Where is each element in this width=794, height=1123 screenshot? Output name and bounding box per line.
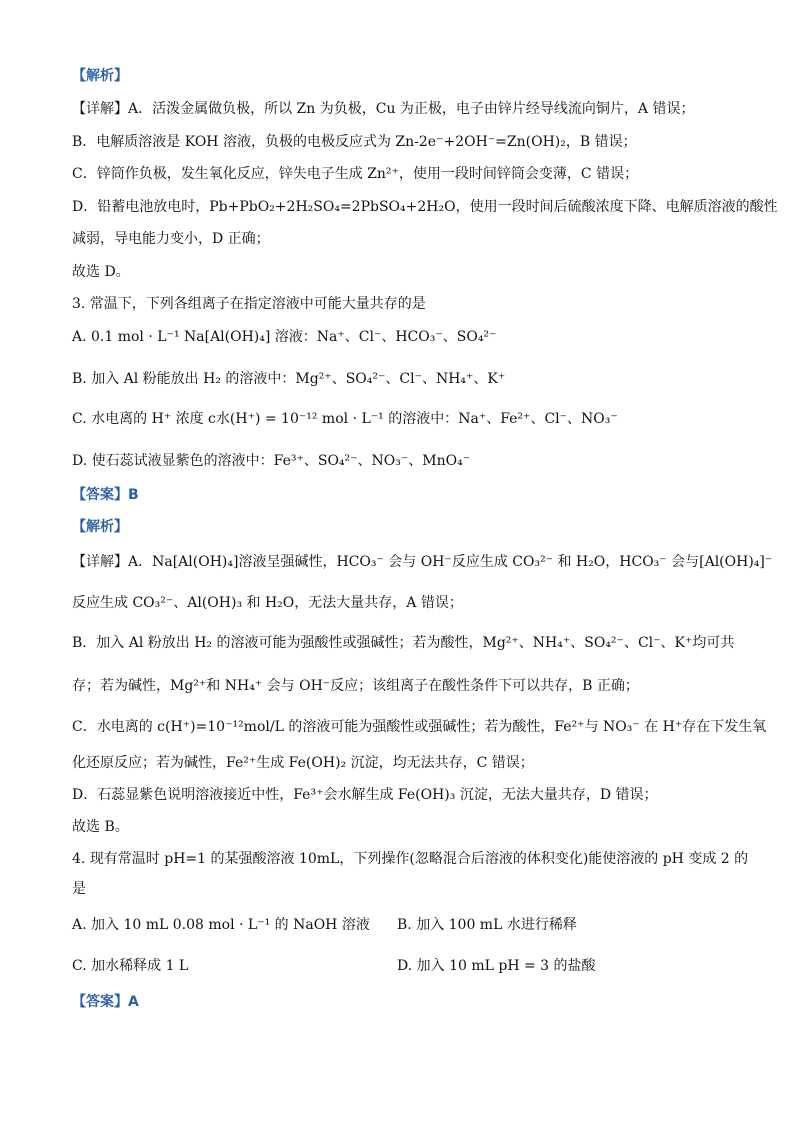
text-line: D. 使石蕊试液显紫色的溶液中：Fe³⁺、SO₄²⁻、NO₃⁻、MnO₄⁻ xyxy=(72,453,471,469)
q4-option-a: A. 加入 10 mL 0.08 mol · L⁻¹ 的 NaOH 溶液 xyxy=(72,917,370,933)
text-line: B. 加入 Al 粉能放出 H₂ 的溶液中：Mg²⁺、SO₄²⁻、Cl⁻、NH₄⁺、K⁺ xyxy=(72,371,506,387)
text-line: D．铅蓄电池放电时，Pb+PbO₂+2H₂SO₄=2PbSO₄+2H₂O，使用一段时间后硫酸浓度下降、电解质溶液的酸性 xyxy=(72,199,778,215)
q4-option-d: D. 加入 10 mL pH = 3 的盐酸 xyxy=(397,958,596,974)
text-line: A. 0.1 mol · L⁻¹ Na[Al(OH)₄] 溶液：Na⁺、Cl⁻、HCO₃⁻、SO₄²⁻ xyxy=(72,329,497,345)
text-line: C．锌筒作负极，发生氧化反应，锌失电子生成 Zn²⁺，使用一段时间锌筒会变薄，C 错误； xyxy=(72,166,639,182)
text-line: 故选 B。 xyxy=(72,819,129,835)
text-line: 3. 常温下，下列各组离子在指定溶液中可能大量共存的是 xyxy=(72,296,426,312)
q4-answer: 【答案】A xyxy=(72,994,139,1010)
text-line: C. 水电离的 H⁺ 浓度 c水(H⁺) = 10⁻¹² mol · L⁻¹ 的溶液中：Na⁺、Fe²⁺、Cl⁻、NO₃⁻ xyxy=(72,411,618,427)
text-line: 存；若为碱性，Mg²⁺和 NH₄⁺ 会与 OH⁻反应；该组离子在酸性条件下可以共存，B 正确； xyxy=(72,678,639,694)
q4-option-b: B. 加入 100 mL 水进行稀释 xyxy=(397,917,577,933)
text-line: 【答案】B xyxy=(72,487,139,503)
text-line: D．石蕊显紫色说明溶液接近中性，Fe³⁺会水解生成 Fe(OH)₃ 沉淀，无法大量共存，D 错误； xyxy=(72,787,658,803)
text-line: 【详解】A．Na[Al(OH)₄]溶液呈强碱性，HCO₃⁻ 会与 OH⁻反应生成 CO₃²⁻ 和 H₂O，HCO₃⁻ 会与[Al(OH)₄]⁻ xyxy=(72,554,773,570)
text-line: B．电解质溶液是 KOH 溶液，负极的电极反应式为 Zn-2e⁻+2OH⁻=Zn(OH)₂，B 错误； xyxy=(72,134,637,150)
text-line: 【解析】 xyxy=(72,519,128,535)
text-line: 反应生成 CO₃²⁻、Al(OH)₃ 和 H₂O，无法大量共存，A 错误； xyxy=(72,595,463,611)
text-line: 【详解】A．活泼金属做负极，所以 Zn 为负极，Cu 为正极，电子由锌片经导线流向铜片，A 错误； xyxy=(72,101,695,117)
text-line: 故选 D。 xyxy=(72,264,130,280)
text-line: 化还原反应；若为碱性，Fe²⁺生成 Fe(OH)₂ 沉淀，均无法共存，C 错误； xyxy=(72,755,534,771)
q4-option-c: C. 加水稀释成 1 L xyxy=(72,958,189,974)
text-line: C．水电离的 c(H⁺)=10⁻¹²mol/L 的溶液可能为强酸性或强碱性；若为酸性，Fe²⁺与 NO₃⁻ 在 H⁺存在下发生氧 xyxy=(72,719,767,735)
text-line: 减弱，导电能力变小，D 正确； xyxy=(72,231,270,247)
text-line: 【解析】 xyxy=(72,68,128,84)
text-line: B．加入 Al 粉放出 H₂ 的溶液可能为强酸性或强碱性；若为酸性，Mg²⁺、NH₄⁺、SO₄²⁻、Cl⁻、K⁺均可共 xyxy=(72,635,735,651)
text-line: 4. 现有常温时 pH=1 的某强酸溶液 10mL，下列操作(忽略混合后溶液的体积变化)能使溶液的 pH 变成 2 的 xyxy=(72,851,749,867)
text-line: 是 xyxy=(72,881,86,897)
